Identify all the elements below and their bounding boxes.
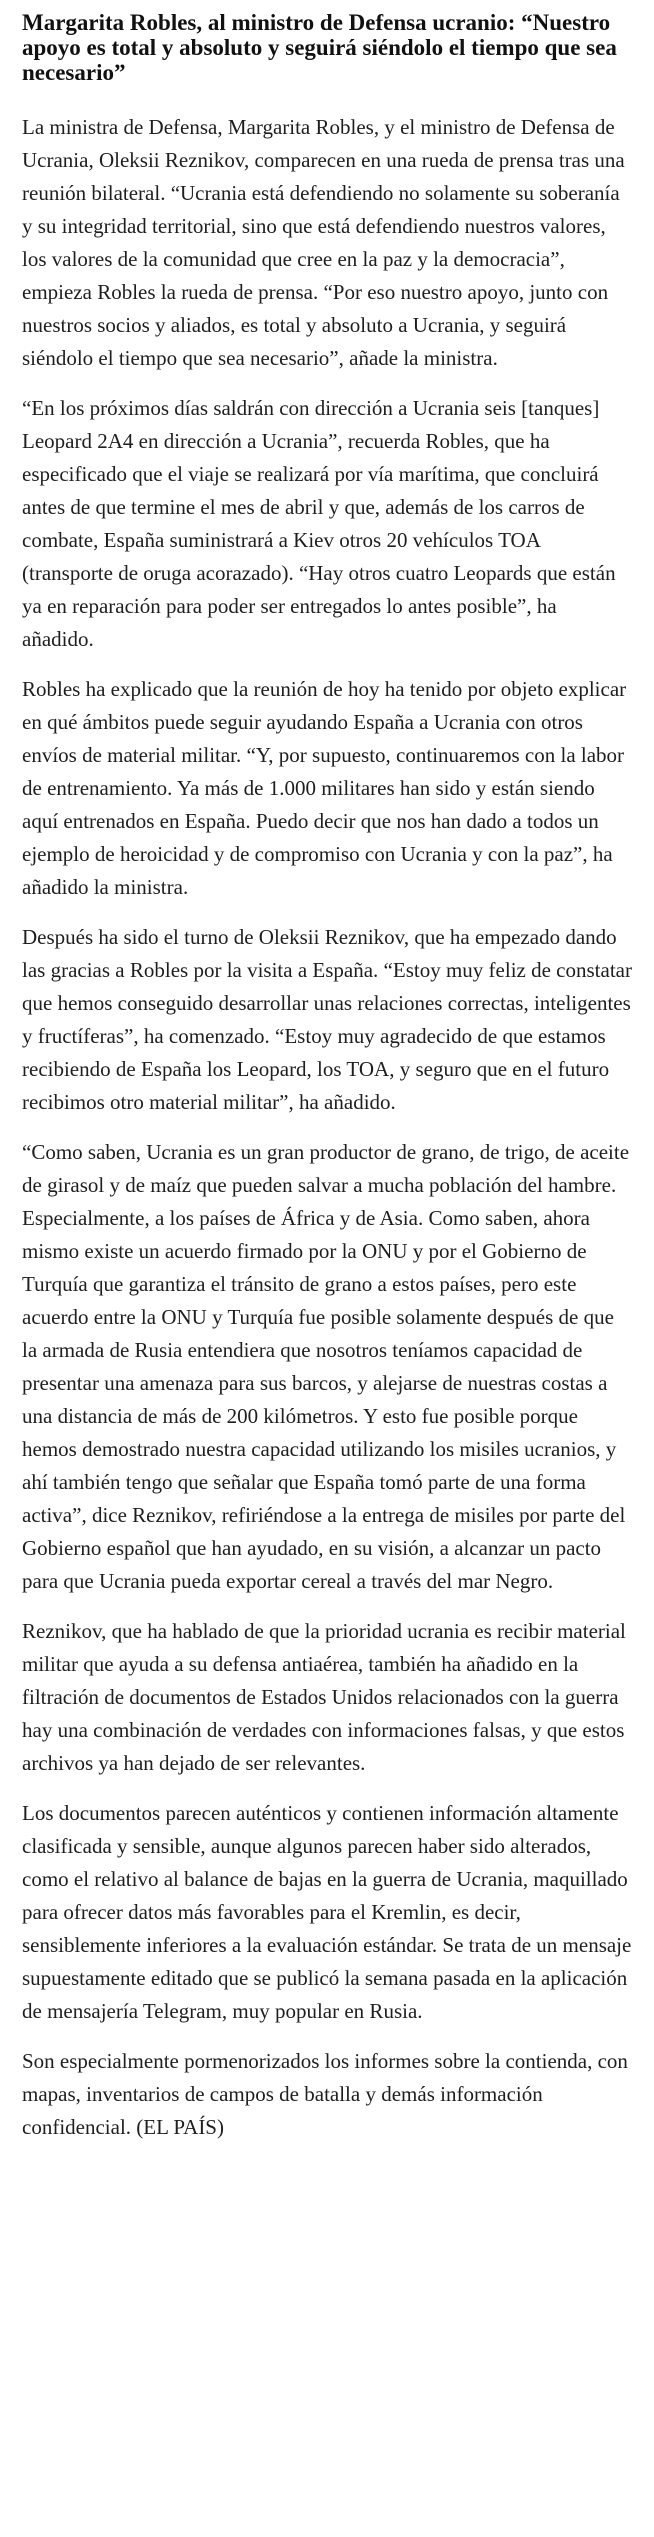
article-headline: Margarita Robles, al ministro de Defensa ucranio: “Nuestro apoyo es total y absoluto y seguirá siéndolo el tiempo que sea necesario” [22,10,617,85]
article-paragraph: La ministra de Defensa, Margarita Robles, y el ministro de Defensa de Ucrania, Oleksii Reznikov, comparecen en una rueda de prensa tras una reunión bilateral. “Ucrania está defendiendo no solamente su soberanía y su integridad territorial, sino que está defendiendo nuestros valores, los valores de la comunidad que cree en la paz y la democracia”, empieza Robles la rueda de prensa. “Por eso nuestro apoyo, junto con nuestros socios y aliados, es total y absoluto a Ucrania, y seguirá siéndolo el tiempo que sea necesario”, añade la ministra. [22,115,625,370]
article-paragraph: Después ha sido el turno de Oleksii Reznikov, que ha empezado dando las gracias a Robles por la visita a España. “Estoy muy feliz de constatar que hemos conseguido desarrollar unas relaciones correctas, inteligentes y fructíferas”, ha comenzado. “Estoy muy agradecido de que estamos recibiendo de España los Leopard, los TOA, y seguro que en el futuro recibimos otro material militar”, ha añadido. [22,925,632,1114]
article-paragraph: “Como saben, Ucrania es un gran productor de grano, de trigo, de aceite de girasol y de maíz que pueden salvar a mucha población del hambre. Especialmente, a los países de África y de Asia. Como saben, ahora mismo existe un acuerdo firmado por la ONU y por el Gobierno de Turquía que garantiza el tránsito de grano a estos países, pero este acuerdo entre la ONU y Turquía fue posible solamente después de que la armada de Rusia entendiera que nosotros teníamos capacidad de presentar una amenaza para sus barcos, y alejarse de nuestras costas a una distancia de más de 200 kilómetros. Y esto fue posible porque hemos demostrado nuestra capacidad utilizando los misiles ucranios, y ahí también tengo que señalar que España tomó parte de una forma activa”, dice Reznikov, refiriéndose a la entrega de misiles por parte del Gobierno español que han ayudado, en su visión, a alcanzar un pacto para que Ucrania pueda exportar cereal a través del mar Negro. [22,1140,630,1593]
article-paragraph: Reznikov, que ha hablado de que la prioridad ucrania es recibir material militar que ayuda a su defensa antiaérea, también ha añadido en la filtración de documentos de Estados Unidos relacionados con la guerra hay una combinación de verdades con informaciones falsas, y que estos archivos ya han dejado de ser relevantes. [22,1619,626,1775]
article-paragraph: Son especialmente pormenorizados los informes sobre la contienda, con mapas, inventarios de campos de batalla y demás información confidencial. (EL PAÍS) [22,2049,628,2139]
article-paragraph: Robles ha explicado que la reunión de hoy ha tenido por objeto explicar en qué ámbitos puede seguir ayudando España a Ucrania con otros envíos de material militar. “Y, por supuesto, continuaremos con la labor de entrenamiento. Ya más de 1.000 militares han sido y están siendo aquí entrenados en España. Puedo decir que nos han dado a todos un ejemplo de heroicidad y de compromiso con Ucrania y con la paz”, ha añadido la ministra. [22,677,627,899]
article-body [22,111,632,2144]
article-paragraph: “En los próximos días saldrán con dirección a Ucrania seis [tanques] Leopard 2A4 en dirección a Ucrania”, recuerda Robles, que ha especificado que el viaje se realizará por vía marítima, que concluirá antes de que termine el mes de abril y que, además de los carros de combate, España suministrará a Kiev otros 20 vehículos TOA (transporte de oruga acorazado). “Hay otros cuatro Leopards que están ya en reparación para poder ser entregados lo antes posible”, ha añadido. [22,396,616,651]
article-paragraph: Los documentos parecen auténticos y contienen información altamente clasificada y sensible, aunque algunos parecen haber sido alterados, como el relativo al balance de bajas en la guerra de Ucrania, maquillado para ofrecer datos más favorables para el Kremlin, es decir, sensiblemente inferiores a la evaluación estándar. Se trata de un mensaje supuestamente editado que se publicó la semana pasada en la aplicación de mensajería Telegram, muy popular en Rusia. [22,1801,632,2023]
